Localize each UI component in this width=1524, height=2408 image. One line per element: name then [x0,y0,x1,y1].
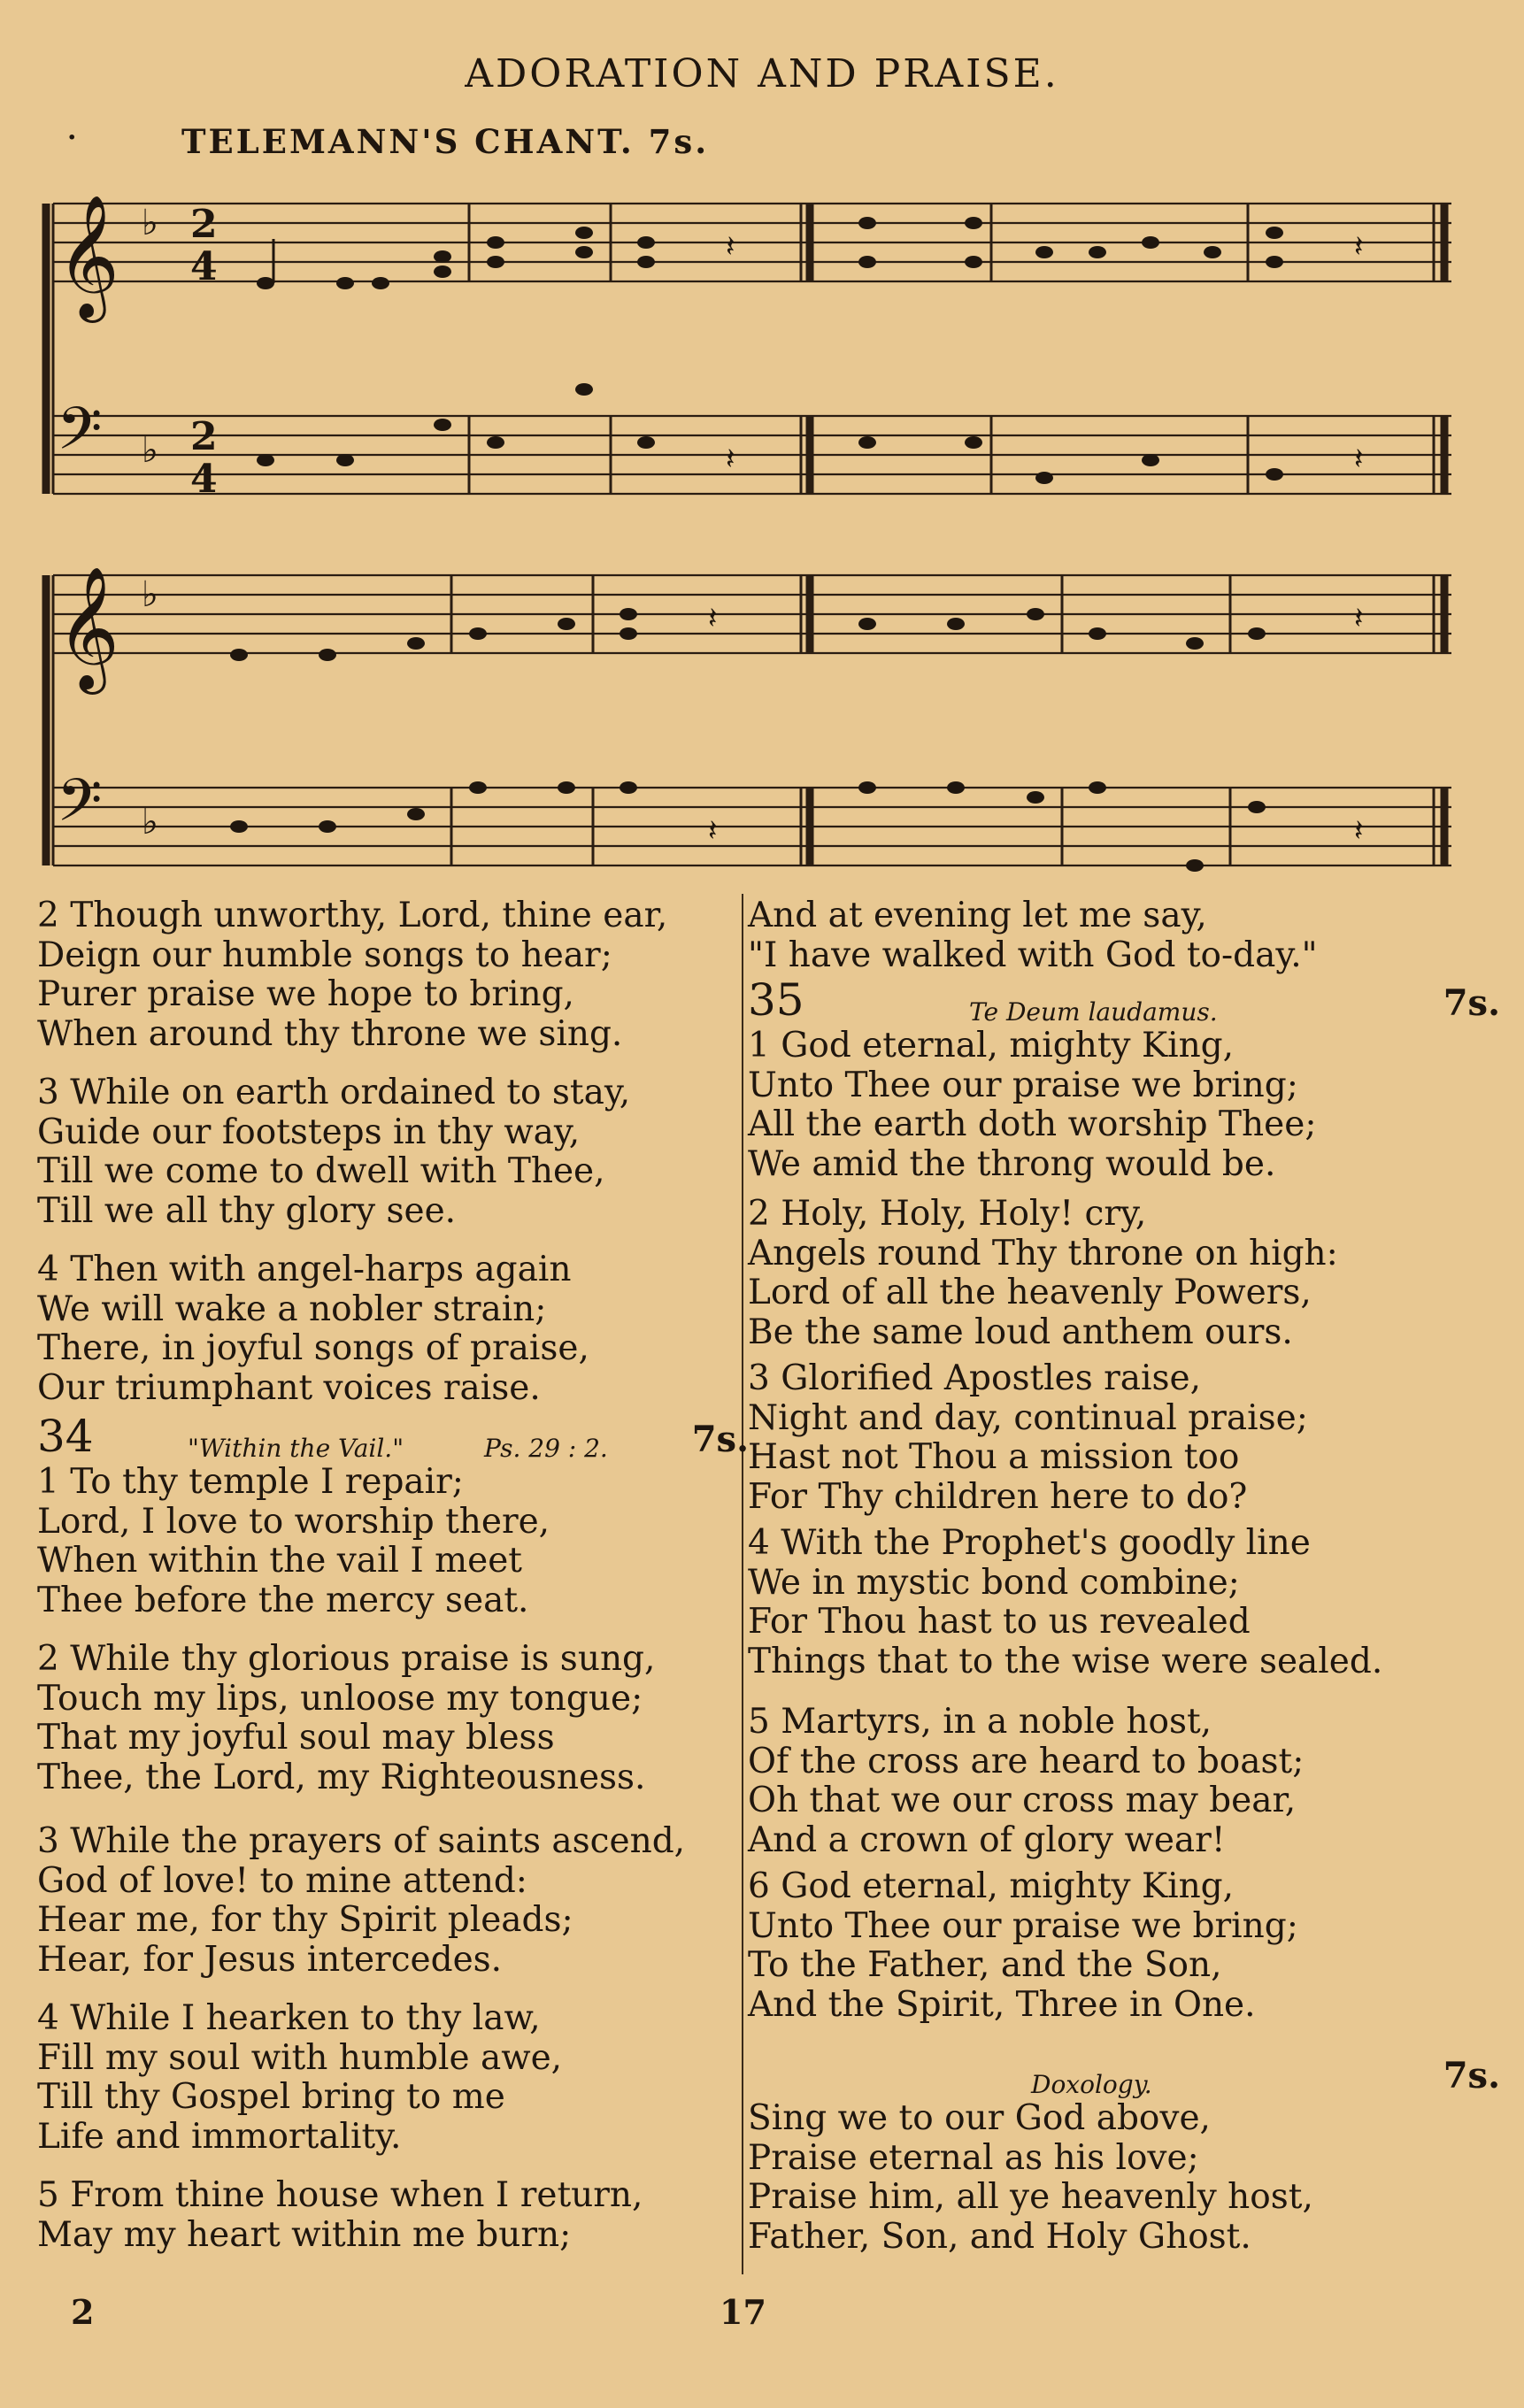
verse-line: Praise eternal as his love; [748,2137,1199,2178]
verse-line: All the earth doth worship Thee; [748,1104,1317,1144]
verse-line: We in mystic bond combine; [748,1562,1240,1603]
verse-line: Hear, for Jesus intercedes. [37,1939,503,1980]
verse-line: Life and immortality. [37,2116,402,2157]
tune-title: TELEMANN'S CHANT. 7s. [181,122,710,161]
verse-line: God of love! to mine attend: [37,1860,527,1901]
verse-line: Thee, the Lord, my Righteousness. [37,1757,646,1797]
hymn-meter: 7s. [1443,982,1500,1024]
hymn-35-header [748,974,1500,1027]
verse-line: Things that to the wise were sealed. [748,1641,1383,1681]
verse [37,1073,745,1231]
bass-clef: 𝄢 [57,395,103,477]
barlines-1 [469,204,1444,494]
verse-line: 2 Holy, Holy, Holy! cry, [748,1194,1147,1234]
verse-line: Till we come to dwell with Thee, [37,1151,605,1191]
doxology-meter: 7s. [1443,2055,1500,2096]
music-system-2 [46,566,1451,872]
svg-text:𝄢: 𝄢 [57,766,103,849]
verse-line: And at evening let me say, [748,896,1207,935]
verse-line: 2 While thy glorious praise is sung, [37,1639,656,1679]
verse-line: Lord, I love to worship there, [37,1501,550,1542]
right-column [748,896,1500,2257]
verse-line: Till we all thy glory see. [37,1190,457,1231]
verse-line: Lord of all the heavenly Powers, [748,1273,1312,1312]
hymn-meter: 7s. [691,1419,749,1460]
time-sig-bass-bottom: 4 [190,457,218,502]
hymn-number: 34 [37,1411,94,1462]
treble-staff-2 [53,575,1451,653]
verse-line: 3 Glorified Apostles raise, [748,1358,1202,1398]
verse-line: When within the vail I meet [37,1541,522,1581]
verse-line: Our triumphant voices raise. [37,1367,541,1408]
rest: 𝄽 [726,229,735,265]
flat-sign: ♭ [142,203,158,243]
verse-line: For Thou hast to us revealed [748,1602,1251,1642]
svg-text:♭: ♭ [142,574,158,615]
verse-line: Hear me, for thy Spirit pleads; [37,1900,573,1940]
svg-text:𝄽: 𝄽 [1354,813,1364,849]
verse [37,1250,745,1408]
verse-line: Till thy Gospel bring to me [37,2077,505,2117]
music-system-1 [46,195,1451,502]
verse-line: 4 Then with angel-harps again [37,1250,572,1289]
verse [37,1640,745,1797]
svg-text:𝄽: 𝄽 [1354,442,1364,477]
svg-text:𝄽: 𝄽 [708,601,718,636]
verse [748,1027,1500,1184]
bass-staff-2 [53,788,1451,865]
verse [37,1822,745,1980]
verse-line: May my heart within me burn; [37,2214,572,2255]
hymn-title: Te Deum laudamus. [969,997,1218,1027]
svg-text:𝄞: 𝄞 [57,566,119,689]
verse-line: "I have walked with God to-day." [748,935,1318,975]
verse-line: Of the cross are heard to boast; [748,1741,1305,1781]
verse-line: Fill my soul with humble awe, [37,2037,563,2078]
verse-line: 4 While I hearken to thy law, [37,1998,541,2038]
verse-line: Unto Thee our praise we bring; [748,1065,1298,1105]
verse-line: Be the same loud anthem ours. [748,1312,1293,1352]
verse-line: We will wake a nobler strain; [37,1289,547,1329]
verse-line: 5 From thine house when I return, [37,2175,643,2215]
verse-line: Deign our humble songs to hear; [37,935,612,975]
music-score [0,0,1524,894]
hymn-number: 35 [748,974,804,1026]
time-sig-bottom: 4 [190,244,218,289]
verse-line: 2 Though unworthy, Lord, thine ear, [37,896,668,935]
notes-system-2 [230,601,1363,872]
verse-line: 1 God eternal, mighty King, [748,1026,1235,1066]
verse-line: That my joyful soul may bless [37,1718,555,1758]
verse [748,1703,1500,1860]
verse-line: 1 To thy temple I repair; [37,1462,464,1502]
barlines-2 [451,575,1444,865]
verse-line: 6 God eternal, mighty King, [748,1866,1235,1906]
verse-line: Praise him, all ye heavenly host, [748,2177,1313,2217]
doxology-header [748,2057,1500,2099]
verse-line: 3 While on earth ordained to stay, [37,1073,631,1112]
verse-line: Thee before the mercy seat. [37,1580,529,1620]
verse-line: Guide our footsteps in thy way, [37,1112,581,1152]
left-column [37,896,749,2255]
verse-line: Angels round Thy throne on high: [748,1233,1338,1273]
time-sig-bass-top: 2 [190,414,218,459]
svg-text:𝄽: 𝄽 [1354,229,1364,265]
treble-staff-1 [53,204,1451,281]
verse-line: Oh that we our cross may bear, [748,1781,1297,1820]
verse-line: 5 Martyrs, in a noble host, [748,1702,1212,1742]
verse-line: And the Spirit, Three in One. [748,1984,1256,2025]
verse-line: We amid the throng would be. [748,1143,1276,1184]
verse-line: 3 While the prayers of saints ascend, [37,1821,686,1861]
verse-line: When around thy throne we sing. [37,1013,623,1054]
verse-line: Sing we to our God above, [748,2098,1211,2138]
verse [748,1867,1500,2025]
verse-continuation [748,896,1500,975]
verse [748,1524,1500,1681]
verse-line: Touch my lips, unloose my tongue; [37,1678,643,1719]
hymn-34-header [37,1411,749,1463]
verse [37,1463,745,1620]
flat-sign-bass: ♭ [142,430,158,471]
signature-mark: 2 [71,2292,95,2332]
verse [37,2176,745,2255]
verse-line: Purer praise we hope to bring, [37,974,574,1014]
treble-clef: 𝄞 [57,195,119,318]
svg-text:𝄽: 𝄽 [708,813,718,849]
svg-text:𝄽: 𝄽 [1354,601,1364,636]
page-number: 17 [720,2292,766,2332]
svg-text:𝄽: 𝄽 [726,442,735,477]
verse-line: And a crown of glory wear! [748,1819,1226,1860]
verse [37,896,745,1054]
hymn-title: "Within the Vail." [188,1434,404,1463]
verse-line: There, in joyful songs of praise, [37,1328,589,1368]
verse-line: For Thy children here to do? [748,1476,1248,1517]
verse [37,1999,745,2157]
verse-line: Night and day, continual praise; [748,1397,1308,1438]
verse-line: To the Father, and the Son, [748,1945,1222,1985]
dot-mark: · [67,122,77,153]
svg-text:♭: ♭ [142,802,158,842]
doxology [748,2099,1500,2257]
page-header: ADORATION AND PRAISE. [465,51,1059,96]
verse-line: Unto Thee our praise we bring; [748,1905,1298,1946]
verse [748,1359,1500,1517]
verse-line: 4 With the Prophet's goodly line [748,1523,1311,1563]
verse-line: Hast not Thou a mission too [748,1437,1240,1477]
verse [748,1195,1500,1352]
verse-line: Father, Son, and Holy Ghost. [748,2216,1251,2257]
doxology-title: Doxology. [1031,2070,1152,2099]
time-sig-top: 2 [190,202,218,247]
scripture-reference: Ps. 29 : 2. [484,1434,608,1463]
